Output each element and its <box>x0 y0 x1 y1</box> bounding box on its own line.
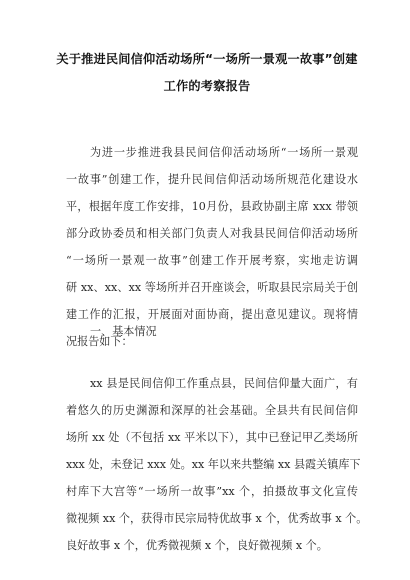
paragraph-line: 研 xx、xx、xx 等场所并召开座谈会，听取县民宗局关于创 <box>66 281 358 294</box>
section-heading: 一、基本情况 <box>90 325 157 338</box>
paragraph-line: xxx 处，未登记 xxx 处。xx 年以来共整编 xx 县霞关镇库下 <box>66 458 361 471</box>
paragraph-line: 建工作的汇报，开展面对面协商，提出意见建议。现将情 <box>66 308 358 321</box>
paragraph-line: 况报告如下： <box>66 335 133 348</box>
paragraph-line: 村库下大宫等“一场所一故事”xx 个，拍摄故事文化宣传 <box>66 485 358 498</box>
paragraph-line: 平，根据年度工作安排，10月份，县政协副主席 xxx 带领 <box>66 200 358 213</box>
paragraph-line: “一场所一景观一故事”创建工作开展考察，实地走访调 <box>66 254 358 267</box>
paragraph-line: 场所 xx 处（不包括 xx 平米以下），其中已登记甲乙类场所 <box>66 431 358 444</box>
paragraph-line: 良好故事 x 个，优秀微视频 x 个，良好微视频 x 个。 <box>66 539 328 552</box>
paragraph-line: 部分政协委员和相关部门负责人对我县民间信仰活动场所 <box>66 227 358 240</box>
basic-situation-paragraph <box>66 370 368 559</box>
paragraph-line: 着悠久的历史渊源和深厚的社会基础。全县共有民间信仰 <box>66 404 358 417</box>
title-line-1: 关于推进民间信仰活动场所“一场所一景观一故事”创建 <box>56 52 358 66</box>
paragraph-line: 为进一步推进我县民间信仰活动场所“一场所一景观 <box>90 146 358 159</box>
paragraph-line: xx 县是民间信仰工作重点县，民间信仰量大面广，有 <box>90 377 358 390</box>
document-title <box>52 46 362 100</box>
paragraph-line: 微视频 xx 个，获得市民宗局特优故事 x 个，优秀故事 x 个。 <box>66 512 368 525</box>
title-line-2: 工作的考察报告 <box>163 79 251 93</box>
paragraph-line: 一故事”创建工作，提升民间信仰活动场所规范化建设水 <box>66 173 358 186</box>
